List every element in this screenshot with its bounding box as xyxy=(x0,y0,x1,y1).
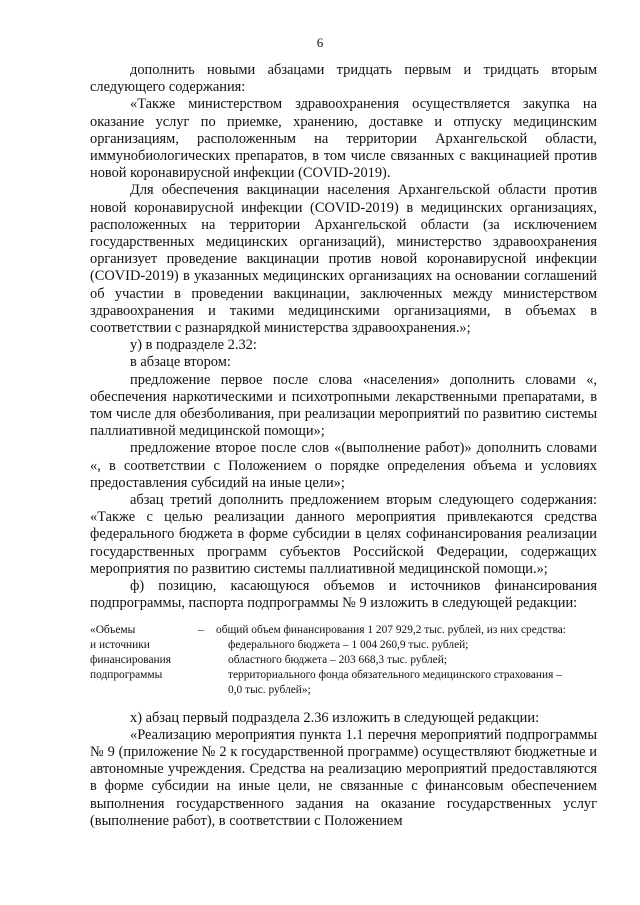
paragraph: в абзаце втором: xyxy=(130,354,231,371)
passport-label-line: «Объемы xyxy=(90,623,136,636)
passport-line: 0,0 тыс. рублей»; xyxy=(228,683,311,696)
paragraph: х) абзац первый подраздела 2.36 изложить в следующей редакции: xyxy=(130,709,540,726)
passport-line: территориального фонда обязательного медицинского страхования – xyxy=(228,668,562,681)
paragraph: у) в подразделе 2.32: xyxy=(130,337,257,354)
paragraph: Для обеспечения вакцинации населения Архангельской области против новой коронавирусной инфекции (COVID-2019) в медицинских организациях, расположенных на территории Архангельской области (за исключением государственных медицинских организаций), министерство здравоохранения организует проведение вакцинации против новой коронавирусной инфекции (COVID-2019) в указанных медицинских организациях на основании соглашений об участии в проведении вакцинации, заключенных между министерством здравоохранения и такими медицинскими организациями, в объемах в соответствии с разнарядкой министерства здравоохранения.»; xyxy=(90,182,597,337)
passport-label xyxy=(90,623,198,698)
paragraph: предложение второе после слов «(выполнение работ)» дополнить словами «, в соответствии с Положением о порядке определения объема и условиях предоставления субсидий на иные цели»; xyxy=(90,440,597,491)
passport-dash: – xyxy=(198,623,204,636)
paragraph: дополнить новыми абзацами тридцать первым и тридцать вторым следующего содержания: xyxy=(90,62,597,96)
paragraph: ф) позицию, касающуюся объемов и источников финансирования подпрограммы, паспорта подпрограммы № 9 изложить в следующей редакции: xyxy=(90,578,597,612)
document-body xyxy=(90,62,597,830)
passport-content xyxy=(216,623,597,698)
passport-line: общий объем финансирования 1 207 929,2 тыс. рублей, из них средства: xyxy=(216,623,566,636)
paragraph: «Реализацию мероприятия пункта 1.1 перечня мероприятий подпрограммы № 9 (приложение № 2 к государственной программе) осуществляют бюджетные и автономные учреждения. Средства на реализацию мероприятий предоставляются в форме субсидии на иные цели, не связанные с финансовым обеспечением выполнения государственного задания на оказание государственных услуг (выполнение работ), в соответствии с Положением xyxy=(90,726,597,829)
page-number: 6 xyxy=(316,35,324,50)
passport-label-line: и источники xyxy=(90,638,150,651)
passport-label-line: подпрограммы xyxy=(90,668,163,681)
paragraph: предложение первое после слова «населения» дополнить словами «, обеспечения наркотическими и психотропными лекарственными препаратами, в том числе для обезболивания, при реализации мероприятий по развитию системы паллиативной медицинской помощи»; xyxy=(90,371,597,440)
passport-line: областного бюджета – 203 668,3 тыс. рублей; xyxy=(228,653,447,666)
paragraph: «Также министерством здравоохранения осуществляется закупка на оказание услуг по приемке, хранению, доставке и отпуску медицинским организациям, расположенным на территории Архангельской области, иммунобиологических препаратов, в том числе связанных с вакцинацией против новой коронавирусной инфекции (COVID-2019). xyxy=(90,96,597,182)
passport-label-line: финансирования xyxy=(90,653,171,666)
passport-financing-block xyxy=(90,623,597,698)
passport-line: федерального бюджета – 1 004 260,9 тыс. рублей; xyxy=(228,638,469,651)
paragraph: абзац третий дополнить предложением вторым следующего содержания: «Также с целью реализации данного мероприятия привлекаются средства федерального бюджета в форме субсидии в целях софинансирования реализации государственных программ субъектов Российской Федерации, содержащих мероприятия по развитию системы паллиативной медицинской помощи.»; xyxy=(90,492,597,577)
